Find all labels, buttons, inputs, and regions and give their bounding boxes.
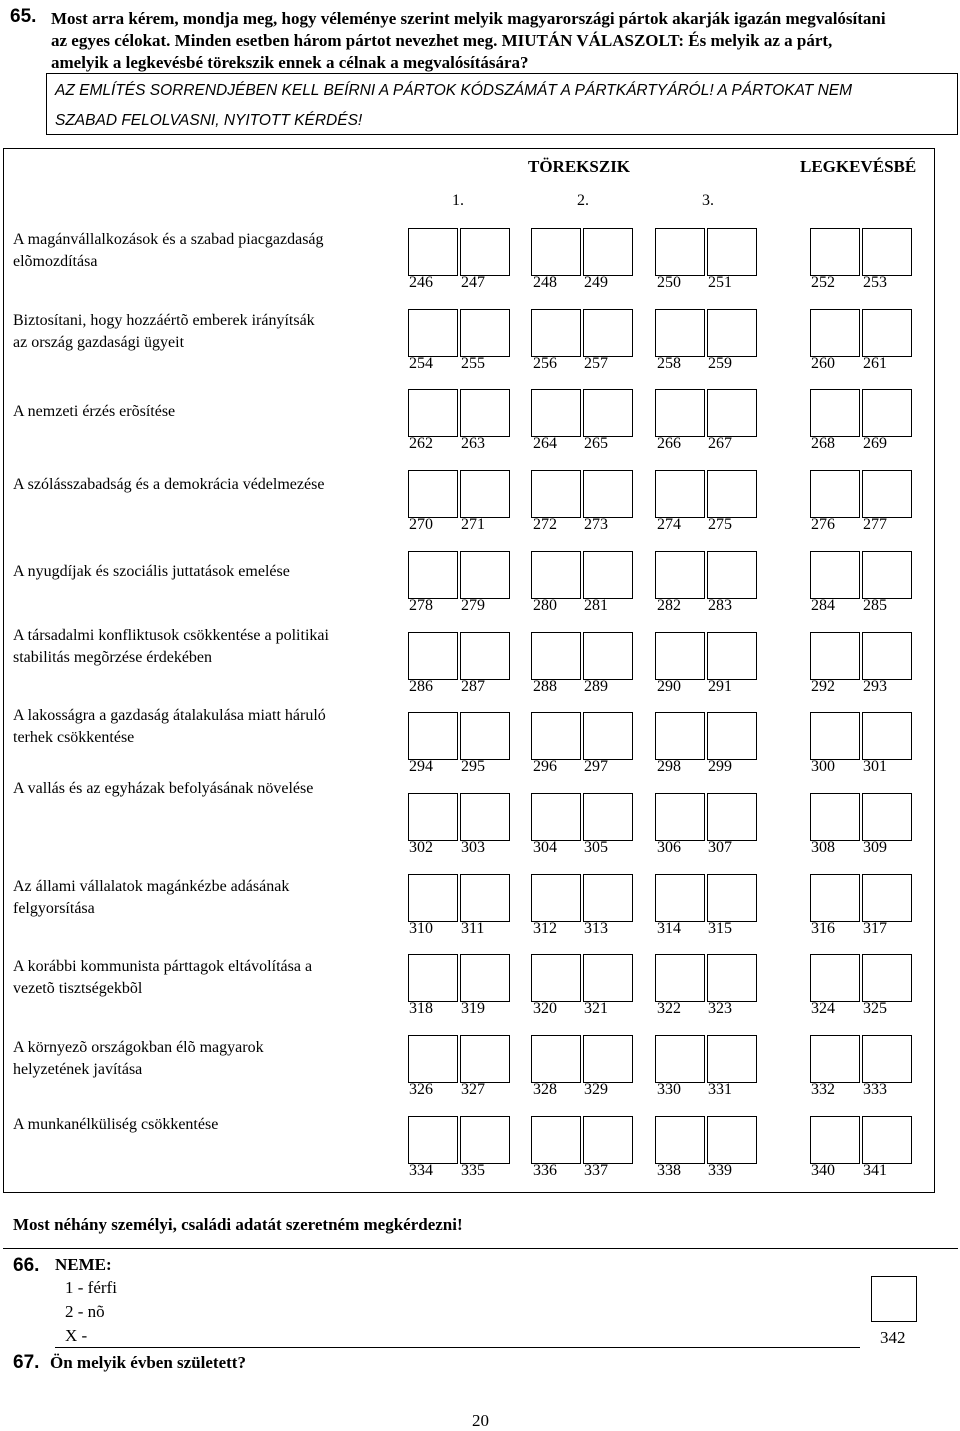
answer-box[interactable] — [862, 309, 912, 357]
option-male: 1 - férfi — [65, 1278, 117, 1297]
box-code: 265 — [584, 435, 608, 453]
box-code: 299 — [708, 758, 732, 776]
box-code: 271 — [461, 516, 485, 534]
answer-box[interactable] — [862, 954, 912, 1002]
box-code: 295 — [461, 758, 485, 776]
answer-box[interactable] — [531, 551, 581, 599]
answer-box[interactable] — [531, 1035, 581, 1083]
row-label-line-2: vezetõ tisztségekbõl — [13, 980, 143, 998]
answer-box[interactable] — [408, 1116, 458, 1164]
box-code: 321 — [584, 1000, 608, 1018]
box-code: 254 — [409, 354, 433, 372]
answer-box[interactable] — [707, 712, 757, 760]
answer-box[interactable] — [810, 793, 860, 841]
row-label — [13, 1114, 393, 1136]
answer-box[interactable] — [810, 551, 860, 599]
box-code: 257 — [584, 354, 608, 372]
box-code: 267 — [708, 435, 732, 453]
column-1-label: 1. — [452, 192, 464, 209]
answer-box[interactable] — [583, 712, 633, 760]
box-code: 262 — [409, 435, 433, 453]
box-code: 269 — [863, 435, 887, 453]
answer-box[interactable] — [707, 954, 757, 1002]
question-67-title: Ön melyik évben született? — [50, 1353, 246, 1372]
answer-box[interactable] — [408, 470, 458, 518]
box-code: 325 — [863, 1000, 887, 1018]
answer-box-342[interactable] — [871, 1276, 917, 1322]
answer-box[interactable] — [583, 389, 633, 437]
answer-box[interactable] — [460, 551, 510, 599]
instruction-line-1: AZ EMLÍTÉS SORRENDJÉBEN KELL BEÍRNI A PÁRTOK KÓDSZÁMÁT A PÁRTKÁRTYÁRÓL! A PÁRTOKAT NEM — [55, 82, 853, 99]
box-code: 276 — [811, 516, 835, 534]
box-code: 246 — [409, 274, 433, 291]
row-label-line-1: A vallás és az egyházak befolyásának növelése — [13, 779, 314, 797]
box-code: 332 — [811, 1081, 835, 1098]
box-code: 337 — [584, 1161, 608, 1179]
answer-box[interactable] — [707, 389, 757, 437]
answer-box[interactable] — [862, 228, 912, 276]
box-code: 328 — [533, 1081, 557, 1098]
row-label-line-1: A magánvállalkozások és a szabad piacgazdaság — [13, 231, 324, 248]
row-label-line-2: terhek csökkentése — [13, 729, 135, 747]
answer-box[interactable] — [862, 1116, 912, 1164]
box-code: 287 — [461, 677, 485, 695]
answer-box[interactable] — [810, 309, 860, 357]
header-least: LEGKEVÉSBÉ — [800, 157, 917, 176]
row-label-line-1: A szólásszabadság és a demokrácia védelmezése — [13, 476, 325, 494]
box-code: 280 — [533, 596, 557, 614]
box-code: 256 — [533, 354, 557, 372]
box-code: 284 — [811, 596, 835, 614]
answer-box[interactable] — [655, 389, 705, 437]
answer-box[interactable] — [862, 712, 912, 760]
box-code: 294 — [409, 758, 433, 776]
box-code: 339 — [708, 1161, 732, 1179]
answer-box[interactable] — [460, 793, 510, 841]
box-code: 268 — [811, 435, 835, 453]
box-code: 329 — [584, 1081, 608, 1098]
answer-box[interactable] — [655, 1116, 705, 1164]
interviewer-instruction — [46, 73, 958, 135]
box-code: 277 — [863, 516, 887, 534]
box-code: 317 — [863, 919, 887, 937]
page-number: 20 — [472, 1411, 489, 1430]
row-label — [13, 705, 393, 749]
box-code: 323 — [708, 1000, 732, 1018]
answer-box[interactable] — [583, 1116, 633, 1164]
row-label — [13, 625, 393, 669]
box-code: 341 — [863, 1161, 887, 1179]
box-code: 250 — [657, 274, 681, 291]
answer-box[interactable] — [408, 228, 458, 276]
box-code: 298 — [657, 758, 681, 776]
box-code: 305 — [584, 838, 608, 856]
answer-box[interactable] — [862, 1035, 912, 1083]
answer-box[interactable] — [460, 309, 510, 357]
answer-box[interactable] — [707, 309, 757, 357]
box-code: 247 — [461, 274, 485, 291]
question-65-line-1: Most arra kérem, mondja meg, hogy véleménye szerint melyik magyarországi pártok akarják igazán megvalósítani — [51, 9, 886, 28]
answer-box[interactable] — [408, 793, 458, 841]
box-code: 289 — [584, 677, 608, 695]
box-code: 260 — [811, 354, 835, 372]
answer-box[interactable] — [583, 309, 633, 357]
box-code: 316 — [811, 919, 835, 937]
box-code: 261 — [863, 354, 887, 372]
question-66-underline — [55, 1347, 860, 1348]
box-code: 322 — [657, 1000, 681, 1018]
row-label — [13, 561, 393, 583]
box-code: 283 — [708, 596, 732, 614]
box-code: 314 — [657, 919, 681, 937]
box-code: 311 — [461, 919, 485, 937]
code-342: 342 — [880, 1328, 906, 1347]
answer-box[interactable] — [408, 954, 458, 1002]
instruction-line-2: SZABAD FELOLVASNI, NYITOTT KÉRDÉS! — [55, 112, 363, 129]
answer-box[interactable] — [707, 1035, 757, 1083]
answer-box[interactable] — [408, 551, 458, 599]
answer-box[interactable] — [810, 632, 860, 680]
answer-box[interactable] — [460, 389, 510, 437]
box-code: 330 — [657, 1081, 681, 1098]
answer-box[interactable] — [583, 470, 633, 518]
answer-box[interactable] — [531, 712, 581, 760]
box-code: 335 — [461, 1161, 485, 1179]
box-code: 318 — [409, 1000, 433, 1018]
answer-box[interactable] — [810, 1035, 860, 1083]
question-number-66: 66. — [13, 1255, 40, 1276]
box-code: 285 — [863, 596, 887, 614]
box-code: 334 — [409, 1161, 433, 1179]
box-code: 293 — [863, 677, 887, 695]
box-code: 282 — [657, 596, 681, 614]
option-female: 2 - nõ — [65, 1302, 105, 1321]
row-label — [13, 310, 393, 354]
answer-box[interactable] — [408, 389, 458, 437]
box-code: 251 — [708, 274, 732, 291]
question-66-title: NEME: — [55, 1255, 112, 1274]
row-label — [13, 474, 393, 496]
box-code: 255 — [461, 354, 485, 372]
row-label — [13, 401, 393, 423]
answer-box[interactable] — [531, 793, 581, 841]
box-code: 303 — [461, 838, 485, 856]
box-code: 306 — [657, 838, 681, 856]
row-label-line-1: A társadalmi konfliktusok csökkentése a politikai — [13, 626, 329, 644]
box-code: 275 — [708, 516, 732, 534]
answer-box[interactable] — [460, 632, 510, 680]
row-label-line-2: felgyorsítása — [13, 899, 95, 917]
box-code: 315 — [708, 919, 732, 937]
row-label-line-1: A munkanélküliség csökkentése — [13, 1115, 219, 1133]
answer-box[interactable] — [707, 470, 757, 518]
answer-box[interactable] — [655, 712, 705, 760]
column-2-label: 2. — [577, 192, 589, 209]
answer-box[interactable] — [655, 954, 705, 1002]
row-label-line-2: elõmozdítása — [13, 253, 98, 270]
box-code: 340 — [811, 1161, 835, 1179]
column-3-label: 3. — [702, 192, 714, 209]
box-code: 313 — [584, 919, 608, 937]
answer-box[interactable] — [531, 632, 581, 680]
answer-box[interactable] — [862, 389, 912, 437]
answer-box[interactable] — [531, 954, 581, 1002]
row-label-line-1: Az állami vállalatok magánkézbe adásának — [13, 877, 290, 895]
answer-box[interactable] — [408, 309, 458, 357]
box-code: 302 — [409, 838, 433, 856]
header-strive: TÖREKSZIK — [528, 157, 631, 176]
row-label-line-2: helyzetének javítása — [13, 1061, 143, 1078]
question-65-line-3: amelyik a legkevésbé törekszik ennek a célnak a megvalósítására? — [51, 53, 529, 72]
answer-box[interactable] — [408, 874, 458, 922]
answer-box[interactable] — [707, 793, 757, 841]
box-code: 309 — [863, 838, 887, 856]
answer-box[interactable] — [460, 228, 510, 276]
question-number-67: 67. — [13, 1352, 40, 1373]
box-code: 258 — [657, 354, 681, 372]
box-code: 312 — [533, 919, 557, 937]
option-missing: X - — [65, 1326, 88, 1345]
answer-box[interactable] — [408, 632, 458, 680]
answer-box[interactable] — [460, 954, 510, 1002]
section-divider — [3, 1248, 958, 1249]
answer-box[interactable] — [810, 712, 860, 760]
answer-box[interactable] — [655, 309, 705, 357]
answer-box[interactable] — [531, 309, 581, 357]
answer-box[interactable] — [707, 228, 757, 276]
answer-box[interactable] — [583, 1035, 633, 1083]
answer-box[interactable] — [655, 793, 705, 841]
question-number-65: 65. — [10, 6, 37, 27]
box-code: 338 — [657, 1161, 681, 1179]
row-label — [13, 1037, 393, 1081]
box-code: 292 — [811, 677, 835, 695]
row-label-line-1: A lakosságra a gazdaság átalakulása miatt háruló — [13, 707, 326, 725]
box-code: 270 — [409, 516, 433, 534]
box-code: 279 — [461, 596, 485, 614]
answer-box[interactable] — [531, 874, 581, 922]
box-code: 278 — [409, 596, 433, 614]
row-label — [13, 876, 393, 920]
answer-box[interactable] — [583, 228, 633, 276]
box-code: 266 — [657, 435, 681, 453]
box-code: 290 — [657, 677, 681, 695]
answer-box[interactable] — [460, 1035, 510, 1083]
box-code: 319 — [461, 1000, 485, 1018]
answer-box[interactable] — [810, 954, 860, 1002]
box-code: 304 — [533, 838, 557, 856]
answer-box[interactable] — [531, 228, 581, 276]
row-label — [13, 778, 393, 800]
answer-box[interactable] — [655, 874, 705, 922]
answer-box[interactable] — [810, 874, 860, 922]
answer-box[interactable] — [655, 551, 705, 599]
answer-box[interactable] — [460, 470, 510, 518]
row-label-line-1: A környezõ országokban élõ magyarok — [13, 1039, 264, 1056]
box-code: 333 — [863, 1081, 887, 1098]
row-label — [13, 229, 393, 273]
box-code: 248 — [533, 274, 557, 291]
answer-box[interactable] — [460, 874, 510, 922]
answer-box[interactable] — [655, 632, 705, 680]
box-code: 273 — [584, 516, 608, 534]
box-code: 310 — [409, 919, 433, 937]
answer-box[interactable] — [707, 874, 757, 922]
answer-box[interactable] — [460, 712, 510, 760]
answer-box[interactable] — [583, 551, 633, 599]
box-code: 296 — [533, 758, 557, 776]
box-code: 327 — [461, 1081, 485, 1098]
answer-box[interactable] — [583, 874, 633, 922]
answer-box[interactable] — [862, 470, 912, 518]
answer-box[interactable] — [655, 228, 705, 276]
answer-box[interactable] — [408, 1035, 458, 1083]
box-code: 259 — [708, 354, 732, 372]
box-code: 264 — [533, 435, 557, 453]
box-code: 272 — [533, 516, 557, 534]
answer-box[interactable] — [408, 712, 458, 760]
answer-box[interactable] — [460, 1116, 510, 1164]
box-code: 336 — [533, 1161, 557, 1179]
box-code: 281 — [584, 596, 608, 614]
answer-box[interactable] — [862, 632, 912, 680]
box-code: 300 — [811, 758, 835, 776]
question-65-text — [51, 8, 956, 74]
box-code: 324 — [811, 1000, 835, 1018]
personal-intro: Most néhány személyi, családi adatát szeretném megkérdezni! — [13, 1215, 463, 1234]
row-label-line-2: az ország gazdasági ügyeit — [13, 333, 185, 351]
box-code: 288 — [533, 677, 557, 695]
answer-box[interactable] — [583, 632, 633, 680]
answer-box[interactable] — [655, 470, 705, 518]
row-label-line-1: Biztosítani, hogy hozzáértõ emberek irányítsák — [13, 311, 315, 329]
box-code: 253 — [863, 274, 887, 291]
answer-box[interactable] — [531, 1116, 581, 1164]
box-code: 274 — [657, 516, 681, 534]
box-code: 263 — [461, 435, 485, 453]
question-65-line-2: az egyes célokat. Minden esetben három pártot nevezhet meg. MIUTÁN VÁLASZOLT: És melyik az a párt, — [51, 31, 833, 50]
answer-box[interactable] — [707, 632, 757, 680]
row-label-line-1: A nemzeti érzés erõsítése — [13, 403, 176, 421]
answer-box[interactable] — [862, 793, 912, 841]
answer-box[interactable] — [531, 389, 581, 437]
answer-box[interactable] — [862, 874, 912, 922]
answer-box[interactable] — [707, 551, 757, 599]
box-code: 286 — [409, 677, 433, 695]
answer-box[interactable] — [531, 470, 581, 518]
box-code: 301 — [863, 758, 887, 776]
answer-box[interactable] — [810, 389, 860, 437]
box-code: 307 — [708, 838, 732, 856]
row-label-line-2: stabilitás megõrzése érdekében — [13, 648, 213, 666]
box-code: 291 — [708, 677, 732, 695]
row-label-line-1: A nyugdíjak és szociális juttatások emelése — [13, 562, 290, 580]
answer-box[interactable] — [583, 793, 633, 841]
answer-box[interactable] — [810, 1116, 860, 1164]
box-code: 252 — [811, 274, 835, 291]
box-code: 320 — [533, 1000, 557, 1018]
answer-box[interactable] — [810, 228, 860, 276]
box-code: 249 — [584, 274, 608, 291]
answer-box[interactable] — [810, 470, 860, 518]
row-label-line-1: A korábbi kommunista párttagok eltávolítása a — [13, 958, 313, 976]
answer-box[interactable] — [655, 1035, 705, 1083]
box-code: 331 — [708, 1081, 732, 1098]
box-code: 308 — [811, 838, 835, 856]
row-label — [13, 956, 393, 1000]
answer-box[interactable] — [862, 551, 912, 599]
answer-box[interactable] — [707, 1116, 757, 1164]
box-code: 297 — [584, 758, 608, 776]
box-code: 326 — [409, 1081, 433, 1098]
answer-box[interactable] — [583, 954, 633, 1002]
